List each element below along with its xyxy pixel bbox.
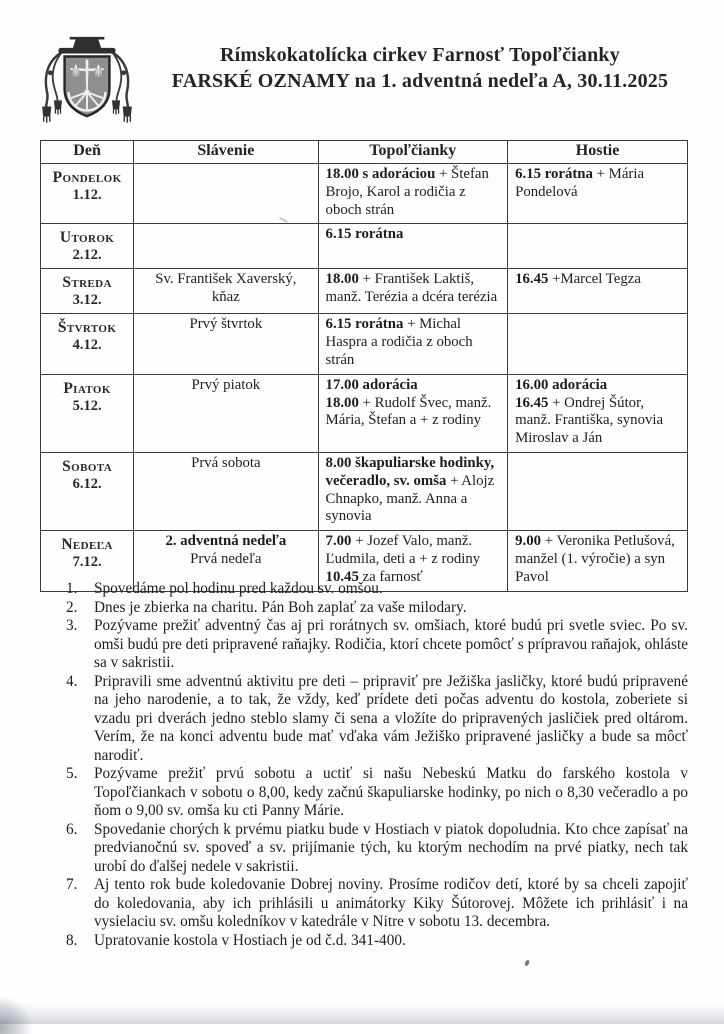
scan-edge-shadow (0, 1002, 724, 1024)
list-item (66, 617, 688, 673)
item-number: 4. (66, 672, 78, 690)
item-number: 8. (66, 931, 78, 949)
text-run: + Ondrej Šútor, manž. Františka, synovia Miroslav a Ján (515, 394, 664, 447)
cell-line (326, 226, 501, 244)
bold-text-run: 16.45 (515, 271, 549, 288)
day-cell (41, 224, 134, 269)
scan-corner-shadow (0, 994, 32, 1034)
bold-text-run: 18.00 s adoráciou (325, 166, 436, 182)
list-item (66, 673, 688, 766)
table-row (41, 374, 688, 452)
item-number: 2. (66, 598, 78, 616)
cell-line (515, 395, 680, 448)
text-run: + Štefan Brojo, Karol a rodičia z oboch strán (325, 166, 489, 218)
cell-line (326, 377, 501, 395)
cell-line (326, 455, 501, 526)
day-cell (41, 314, 134, 374)
ink-speck (524, 960, 529, 967)
item-text: Pozývame prežiť adventný čas aj pri rorátnych sv. omšiach, ktoré budú pri svetle sviec. Po sv. omši budú pre deti pripravené raňajky. Rodičia, ktorí chcete pomôcť s prípravou raňajok, ohláste sa v sakristii. (94, 617, 688, 671)
bold-text-run: 6.15 rorátna (325, 316, 404, 333)
bold-text-run: 9.00 (515, 533, 542, 550)
column-header: Hostie (508, 141, 688, 164)
item-number: 5. (66, 765, 78, 782)
schedule-table-body (41, 164, 688, 592)
table-row (41, 314, 688, 374)
topolcianky-cell (318, 224, 508, 269)
item-text: Aj tento rok bude koledovanie Dobrej noviny. Prosíme rodičov detí, ktoré by sa chceli zapojiť do koledovania, aby ich prihlásili u animátorky Kiky Šútorovej. Môžete ich prihlásiť i na vysielaciu sv. omšu koledníkov v katedrále v Nitre v sobotu 13. decembra. (94, 876, 688, 930)
table-row (41, 164, 688, 224)
cell-line (326, 166, 501, 219)
table-row (41, 452, 688, 530)
day-date: 6.12. (72, 475, 102, 492)
list-item (66, 876, 688, 932)
cell-line (515, 166, 680, 202)
hostie-cell (508, 224, 688, 269)
cell-line (326, 533, 501, 569)
topolcianky-cell (318, 314, 508, 374)
day-date: 7.12. (72, 554, 102, 571)
day-date: 2.12. (72, 247, 102, 264)
slavenie-cell (134, 224, 318, 269)
bold-text-run: 6.15 rorátna (325, 226, 404, 243)
list-item (66, 932, 688, 951)
day-cell (41, 164, 134, 224)
item-text: Dnes je zbierka na charitu. Pán Boh zaplať za vaše milodary. (94, 598, 467, 616)
day-cell (41, 452, 134, 530)
cell-line (326, 271, 501, 307)
text-run: Prvá nedeľa (190, 550, 262, 567)
day-date: 5.12. (72, 397, 102, 414)
day-name: Streda (62, 274, 112, 292)
page-subtitle: FARSKÉ OZNAMY na 1. adventná nedeľa A, 30.11.2025 (171, 70, 669, 92)
list-item (66, 765, 688, 821)
text-run: Prvý štvrtok (189, 316, 263, 333)
document-header (150, 42, 690, 94)
day-name: Sobota (62, 457, 113, 475)
slavenie-cell (134, 269, 318, 314)
text-run: Prvá sobota (191, 454, 261, 471)
text-run: za farnosť (358, 568, 423, 585)
item-text: Spovedáme pol hodinu pred každou sv. omšou. (94, 580, 383, 597)
parish-coat-of-arms-icon (34, 36, 140, 130)
text-run: Prvý piatok (191, 376, 261, 393)
item-number: 3. (66, 617, 78, 634)
item-text: Upratovanie kostola v Hostiach je od č.d. 341-400. (94, 931, 406, 949)
bold-text-run: 10.45 (325, 568, 359, 585)
item-number: 7. (66, 876, 78, 893)
day-name: Utorok (59, 229, 115, 247)
hostie-cell (508, 452, 688, 530)
bold-text-run: 6.15 rorátna (515, 166, 593, 182)
schedule-header-row (41, 141, 688, 164)
bold-text-run: 18.00 (325, 271, 359, 288)
text-run: + Veronika Petlušová, manžel (1. výročie) a syn Pavol (515, 533, 675, 585)
slavenie-cell (134, 164, 318, 224)
topolcianky-cell (318, 164, 508, 224)
day-cell (41, 269, 134, 314)
page-title: Rímskokatolícka cirkev Farnosť Topoľčianky (220, 44, 620, 66)
bold-text-run: 7.00 (325, 533, 352, 550)
svg-text:⚜: ⚜ (90, 61, 106, 82)
text-run: + Rudolf Švec, manž. Mária, Štefan a + z rodiny (325, 394, 492, 429)
cell-line (141, 271, 310, 307)
day-date: 4.12. (72, 337, 102, 354)
bold-text-run: 17.00 adorácia (325, 376, 418, 393)
item-number: 1. (66, 580, 78, 597)
list-item (66, 599, 688, 618)
day-name: Pondelok (52, 169, 122, 186)
cell-line (515, 271, 680, 289)
topolcianky-cell (318, 374, 508, 452)
text-run: Sv. František Xaverský, kňaz (155, 271, 297, 306)
cell-line (141, 377, 310, 395)
slavenie-cell (134, 452, 318, 530)
table-row (41, 269, 688, 314)
column-header: Topoľčianky (318, 141, 508, 164)
cell-line (326, 395, 501, 431)
list-item (66, 821, 688, 877)
hostie-cell (508, 269, 688, 314)
topolcianky-cell (318, 452, 508, 530)
column-header: Slávenie (134, 141, 318, 164)
bold-text-run: 8.00 škapuliarske hodinky, večeradlo, sv. omša (325, 454, 495, 489)
item-number: 6. (66, 820, 78, 838)
text-run: + Alojz Chnapko, manž. Anna a synovia (325, 472, 495, 525)
schedule-table (40, 140, 688, 592)
item-text: Pripravili sme adventnú aktivitu pre deti – pripraviť pre Ježiška jasličky, ktoré budú pripravené na jeho narodenie, a to tak, že vždy, keď prídete deti počas adventu do kostola, zoberiete si vzadu pri dverách jedno steblo slamy či sena a vložíte do pripravených jasličiek pred oltárom. Verím, že na konci adventu bude mať vďaka vám Ježiško pripravené jasličky a bude sa môcť narodiť. (94, 672, 688, 764)
bold-text-run: 16.00 adorácia (515, 376, 608, 393)
hostie-cell (508, 374, 688, 452)
day-name: Nedeľa (61, 536, 113, 554)
cell-line (141, 316, 310, 334)
column-header: Deň (41, 141, 134, 164)
text-run: +Marcel Tegza (548, 271, 641, 288)
text-run: + Mária Pondelová (515, 166, 645, 200)
day-date: 1.12. (72, 187, 102, 203)
day-cell (41, 374, 134, 452)
item-text: Pozývame prežiť prvú sobotu a uctiť si našu Nebeskú Matku do farského kostola v Topoľčiankach v sobotu o 8,00, kedy začnú škapuliarske hodinky, po nich o 8,30 večeradlo a po ňom o 9,00 sv. omša ku cti Panny Márie. (94, 765, 688, 819)
day-name: Piatok (63, 379, 111, 397)
topolcianky-cell (318, 269, 508, 314)
slavenie-cell (134, 314, 318, 374)
bold-text-run: 18.00 (325, 394, 359, 411)
cell-line (141, 533, 310, 551)
svg-text:⚜: ⚜ (68, 61, 84, 82)
bold-text-run: 2. adventná nedeľa (165, 533, 287, 550)
cell-line (515, 377, 680, 395)
text-run: + Jozef Valo, manž. Ľudmila, deti a + z rodiny (325, 533, 481, 567)
hostie-cell (508, 164, 688, 224)
text-run: + Michal Haspra a rodičia z oboch strán (325, 316, 473, 368)
day-name: Štvrtok (57, 319, 117, 337)
slavenie-cell (134, 374, 318, 452)
cell-line (326, 316, 501, 369)
announcements-list (66, 580, 688, 950)
table-row (41, 224, 688, 269)
bold-text-run: 16.45 (515, 394, 549, 411)
list-item (66, 580, 688, 599)
cell-line (141, 551, 310, 569)
cell-line (515, 533, 680, 586)
item-text: Spovedanie chorých k prvému piatku bude v Hostiach v piatok dopoludnia. Kto chce zapísať na predvianočnú sv. spoveď a sv. prijímanie tých, ku ktorým nechodím na prvé piatky, nech tak urobí do ďalšej nedele v sakristii. (94, 820, 688, 875)
day-date: 3.12. (72, 292, 102, 309)
text-run: + František Laktiš, manž. Terézia a dcéra terézia (325, 271, 498, 306)
coat-of-arms-svg (34, 36, 140, 130)
cell-line (141, 455, 310, 473)
hostie-cell (508, 314, 688, 374)
